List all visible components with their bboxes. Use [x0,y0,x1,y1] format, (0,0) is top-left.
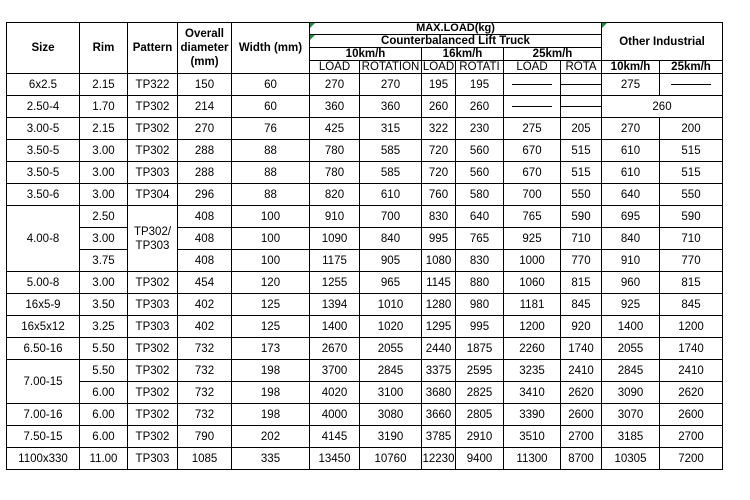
table-row [7,448,723,470]
cell-oi-10: 695 [602,206,660,228]
cell-rotation-10: 315 [360,118,422,140]
cell-rotation-16: 640 [456,206,504,228]
cell-pattern: TP304 [128,184,178,206]
cell-oi-25: 710 [660,228,723,250]
cell-pattern: TP302 [128,96,178,118]
cell-rim: 5.50 [80,338,128,360]
cell-rotation-10: 840 [360,228,422,250]
cell-load-25: 2260 [504,338,561,360]
cell-pattern: TP303 [128,448,178,470]
cell-load-10: 1394 [310,294,360,316]
cell-width: 88 [232,140,310,162]
cell-rim: 3.00 [80,184,128,206]
cell-rim: 6.00 [80,426,128,448]
cell-rim: 11.00 [80,448,128,470]
cell-rotation-10: 360 [360,96,422,118]
cell-width: 100 [232,206,310,228]
table-row [7,228,723,250]
cell-rotation-16: 260 [456,96,504,118]
cell-diameter: 790 [178,426,232,448]
spec-table-container [6,22,723,470]
cell-rotation-10: 2845 [360,360,422,382]
cell-rim: 2.15 [80,118,128,140]
cell-rotation-16: 830 [456,250,504,272]
cell-rim: 6.00 [80,404,128,426]
table-row [7,338,723,360]
cell-load-16: 720 [422,140,456,162]
cell-diameter: 732 [178,360,232,382]
cell-rim: 3.00 [80,228,128,250]
cell-oi-10: 610 [602,140,660,162]
cell-rotation-16: 2805 [456,404,504,426]
cell-oi-25: 2410 [660,360,723,382]
cell-size: 16x5-9 [7,294,80,316]
cell-diameter: 296 [178,184,232,206]
cell-width: 335 [232,448,310,470]
cell-diameter: 732 [178,382,232,404]
cell-size: 1100x330 [7,448,80,470]
cell-pattern: TP302 [128,382,178,404]
cell-diameter: 402 [178,294,232,316]
cell-oi-10: 270 [602,118,660,140]
cell-load-10: 1255 [310,272,360,294]
cell-load-25: 1181 [504,294,561,316]
table-row [7,294,723,316]
cell-oi-25: 7200 [660,448,723,470]
no-value-dash [561,106,601,107]
cell-width: 100 [232,250,310,272]
cell-oi-10: 910 [602,250,660,272]
cell-width: 125 [232,316,310,338]
cell-pattern: TP303 [128,162,178,184]
cell-load-10: 780 [310,140,360,162]
cell-rotation-16: 1875 [456,338,504,360]
cell-rotation-25: 8700 [561,448,602,470]
no-value-dash [512,84,552,85]
cell-rotation-16: 195 [456,74,504,96]
cell-diameter: 270 [178,118,232,140]
cell-load-25: 1060 [504,272,561,294]
cell-size: 7.00-15 [7,360,80,404]
cell-rotation-16: 2825 [456,382,504,404]
cell-size: 3.00-5 [7,118,80,140]
cell-pattern: TP302 [128,272,178,294]
header-pattern: Pattern [128,23,178,74]
cell-load-16: 195 [422,74,456,96]
cell-oi-25: 2620 [660,382,723,404]
cell-load-16: 1295 [422,316,456,338]
cell-rotation-10: 1010 [360,294,422,316]
cell-size: 5.00-8 [7,272,80,294]
cell-rotation-16: 765 [456,228,504,250]
cell-rotation-10: 585 [360,140,422,162]
cell-rotation-10: 3100 [360,382,422,404]
cell-width: 198 [232,404,310,426]
cell-size: 16x5x12 [7,316,80,338]
cell-rotation-16: 995 [456,316,504,338]
cell-rotation-16: 880 [456,272,504,294]
table-row [7,426,723,448]
cell-oi-10: 10305 [602,448,660,470]
cell-pattern: TP302 [128,360,178,382]
cell-oi-10: 925 [602,294,660,316]
cell-rotation-10: 3080 [360,404,422,426]
no-value-dash [671,84,711,85]
cell-load-16: 1280 [422,294,456,316]
table-row [7,206,723,228]
cell-load-25: 3510 [504,426,561,448]
cell-load-16: 995 [422,228,456,250]
cell-rotation-25 [561,74,602,96]
table-body [7,74,723,470]
header-load-10: LOAD [310,61,360,74]
table-row [7,250,723,272]
table-header [7,23,723,74]
cell-rotation-16: 9400 [456,448,504,470]
cell-oi-25 [660,74,723,96]
cell-rotation-16: 580 [456,184,504,206]
cell-pattern: TP303 [128,294,178,316]
cell-load-16: 3660 [422,404,456,426]
header-max-load: MAX.LOAD(kg) [310,23,602,35]
cell-diameter: 732 [178,404,232,426]
cell-rotation-25: 710 [561,228,602,250]
cell-width: 88 [232,162,310,184]
cell-diameter: 402 [178,316,232,338]
cell-rotation-25: 815 [561,272,602,294]
cell-oi-10: 1400 [602,316,660,338]
cell-rotation-10: 700 [360,206,422,228]
cell-rotation-25: 550 [561,184,602,206]
cell-size: 4.00-8 [7,206,80,272]
header-load-25: LOAD [504,61,561,74]
cell-rotation-10: 585 [360,162,422,184]
cell-oi-10: 3070 [602,404,660,426]
cell-size: 7.00-16 [7,404,80,426]
cell-rotation-25: 205 [561,118,602,140]
cell-rim: 5.50 [80,360,128,382]
header-rotation-25: ROTA [561,61,602,74]
cell-rotation-10: 1020 [360,316,422,338]
cell-oi-25: 1740 [660,338,723,360]
cell-load-25 [504,74,561,96]
cell-oi-25: 2700 [660,426,723,448]
cell-load-25: 1200 [504,316,561,338]
cell-oi-25: 515 [660,162,723,184]
cell-width: 125 [232,294,310,316]
table-row [7,316,723,338]
cell-rotation-25: 2600 [561,404,602,426]
cell-diameter: 288 [178,162,232,184]
cell-rotation-25: 1740 [561,338,602,360]
cell-rim: 3.00 [80,272,128,294]
header-other-industrial: Other Industrial [602,23,723,61]
header-width: Width (mm) [232,23,310,74]
cell-rotation-25: 770 [561,250,602,272]
table-row [7,140,723,162]
cell-diameter: 150 [178,74,232,96]
cell-rim: 3.50 [80,294,128,316]
cell-oi-10: 3185 [602,426,660,448]
cell-load-10: 4020 [310,382,360,404]
cell-size: 7.50-15 [7,426,80,448]
table-row [7,360,723,382]
header-speed-10: 10km/h [310,48,422,61]
cell-load-10: 4145 [310,426,360,448]
cell-size: 3.50-5 [7,162,80,184]
cell-load-25: 670 [504,140,561,162]
no-value-dash [561,84,601,85]
cell-oi-10: 840 [602,228,660,250]
cell-rotation-16: 980 [456,294,504,316]
cell-load-16: 760 [422,184,456,206]
cell-load-16: 3375 [422,360,456,382]
cell-rotation-25 [561,96,602,118]
cell-rim: 3.75 [80,250,128,272]
cell-load-16: 2440 [422,338,456,360]
cell-size: 6.50-16 [7,338,80,360]
cell-rotation-25: 2410 [561,360,602,382]
cell-load-16: 830 [422,206,456,228]
header-rim: Rim [80,23,128,74]
header-rotation-10: ROTATION [360,61,422,74]
cell-rotation-16: 2595 [456,360,504,382]
cell-diameter: 408 [178,228,232,250]
cell-load-25: 700 [504,184,561,206]
cell-rotation-10: 965 [360,272,422,294]
cell-rim: 2.15 [80,74,128,96]
cell-pattern: TP302 [128,338,178,360]
cell-pattern: TP302 [128,118,178,140]
header-counterbalanced: Counterbalanced Lift Truck [310,35,602,48]
cell-width: 202 [232,426,310,448]
cell-rim: 3.00 [80,140,128,162]
cell-oi-10: 2055 [602,338,660,360]
cell-rotation-10: 270 [360,74,422,96]
table-row [7,184,723,206]
cell-oi-25: 815 [660,272,723,294]
cell-oi-10: 960 [602,272,660,294]
cell-diameter: 732 [178,338,232,360]
cell-load-10: 13450 [310,448,360,470]
cell-load-16: 322 [422,118,456,140]
cell-load-25: 275 [504,118,561,140]
table-row [7,404,723,426]
header-load-16: LOAD [422,61,455,73]
cell-diameter: 1085 [178,448,232,470]
cell-rotation-25: 920 [561,316,602,338]
cell-rotation-25: 515 [561,162,602,184]
cell-load-10: 820 [310,184,360,206]
cell-pattern: TP302/ TP303 [128,206,178,272]
cell-load-16: 260 [422,96,456,118]
cell-pattern: TP302 [128,140,178,162]
cell-load-25: 670 [504,162,561,184]
cell-oi-10: 2845 [602,360,660,382]
cell-rim: 3.00 [80,162,128,184]
cell-rotation-10: 2055 [360,338,422,360]
cell-load-10: 2670 [310,338,360,360]
cell-rotation-10: 3190 [360,426,422,448]
cell-rim: 3.25 [80,316,128,338]
cell-load-16: 1080 [422,250,456,272]
cell-load-10: 1090 [310,228,360,250]
cell-width: 120 [232,272,310,294]
cell-rotation-25: 2620 [561,382,602,404]
tire-load-table [6,22,723,470]
cell-rotation-25: 515 [561,140,602,162]
cell-load-25: 1000 [504,250,561,272]
cell-rotation-10: 905 [360,250,422,272]
cell-load-16: 720 [422,162,456,184]
cell-load-10: 1400 [310,316,360,338]
cell-load-25 [504,96,561,118]
cell-diameter: 454 [178,272,232,294]
cell-load-16: 1145 [422,272,456,294]
cell-size: 3.50-6 [7,184,80,206]
cell-rim: 2.50 [80,206,128,228]
cell-rotation-16: 560 [456,162,504,184]
cell-load-10: 1175 [310,250,360,272]
cell-size: 2.50-4 [7,96,80,118]
cell-oi-25: 1200 [660,316,723,338]
cell-width: 173 [232,338,310,360]
header-overall-diameter: Overall diameter (mm) [178,23,232,74]
cell-diameter: 408 [178,206,232,228]
header-speed-16: 16km/h [422,48,504,61]
cell-load-16: 12230 [422,448,456,470]
cell-oi-25: 770 [660,250,723,272]
cell-width: 76 [232,118,310,140]
cell-oi-25: 845 [660,294,723,316]
cell-load-25: 11300 [504,448,561,470]
cell-rotation-16: 230 [456,118,504,140]
cell-size: 6x2.5 [7,74,80,96]
header-oi-25: 25km/h [660,61,723,74]
cell-load-10: 360 [310,96,360,118]
cell-rotation-25: 590 [561,206,602,228]
header-oi-10: 10km/h [602,61,660,74]
cell-pattern: TP303 [128,316,178,338]
cell-rotation-25: 2700 [561,426,602,448]
table-row [7,272,723,294]
table-row [7,118,723,140]
cell-rotation-10: 610 [360,184,422,206]
cell-oi-25: 550 [660,184,723,206]
cell-oi-10: 640 [602,184,660,206]
header-rotation-16: ROTATI [456,61,504,74]
cell-oi-merged: 260 [602,96,723,118]
table-row [7,74,723,96]
cell-width: 100 [232,228,310,250]
no-value-dash [512,106,552,107]
cell-pattern: TP302 [128,404,178,426]
cell-rotation-16: 560 [456,140,504,162]
cell-load-10: 780 [310,162,360,184]
table-row [7,162,723,184]
cell-load-25: 3390 [504,404,561,426]
cell-width: 198 [232,382,310,404]
cell-load-25: 3235 [504,360,561,382]
cell-load-25: 3410 [504,382,561,404]
cell-rim: 1.70 [80,96,128,118]
cell-rotation-16: 2910 [456,426,504,448]
cell-rim: 6.00 [80,382,128,404]
cell-diameter: 214 [178,96,232,118]
header-size: Size [7,23,80,74]
cell-oi-25: 515 [660,140,723,162]
cell-load-10: 425 [310,118,360,140]
cell-width: 198 [232,360,310,382]
cell-load-25: 765 [504,206,561,228]
cell-pattern: TP322 [128,74,178,96]
cell-load-10: 3700 [310,360,360,382]
cell-oi-25: 590 [660,206,723,228]
cell-load-16: 3785 [422,426,456,448]
cell-diameter: 288 [178,140,232,162]
cell-load-10: 910 [310,206,360,228]
cell-rotation-25: 845 [561,294,602,316]
cell-width: 60 [232,74,310,96]
cell-load-25: 925 [504,228,561,250]
cell-rotation-10: 10760 [360,448,422,470]
cell-oi-10: 3090 [602,382,660,404]
cell-pattern: TP302 [128,426,178,448]
cell-size: 3.50-5 [7,140,80,162]
table-row [7,96,723,118]
cell-oi-10: 275 [602,74,660,96]
table-row [7,382,723,404]
cell-oi-25: 200 [660,118,723,140]
cell-oi-10: 610 [602,162,660,184]
cell-oi-25: 2600 [660,404,723,426]
cell-load-16: 3680 [422,382,456,404]
cell-width: 60 [232,96,310,118]
cell-load-10: 270 [310,74,360,96]
header-speed-25: 25km/h [504,48,602,61]
cell-width: 88 [232,184,310,206]
cell-load-10: 4000 [310,404,360,426]
cell-diameter: 408 [178,250,232,272]
